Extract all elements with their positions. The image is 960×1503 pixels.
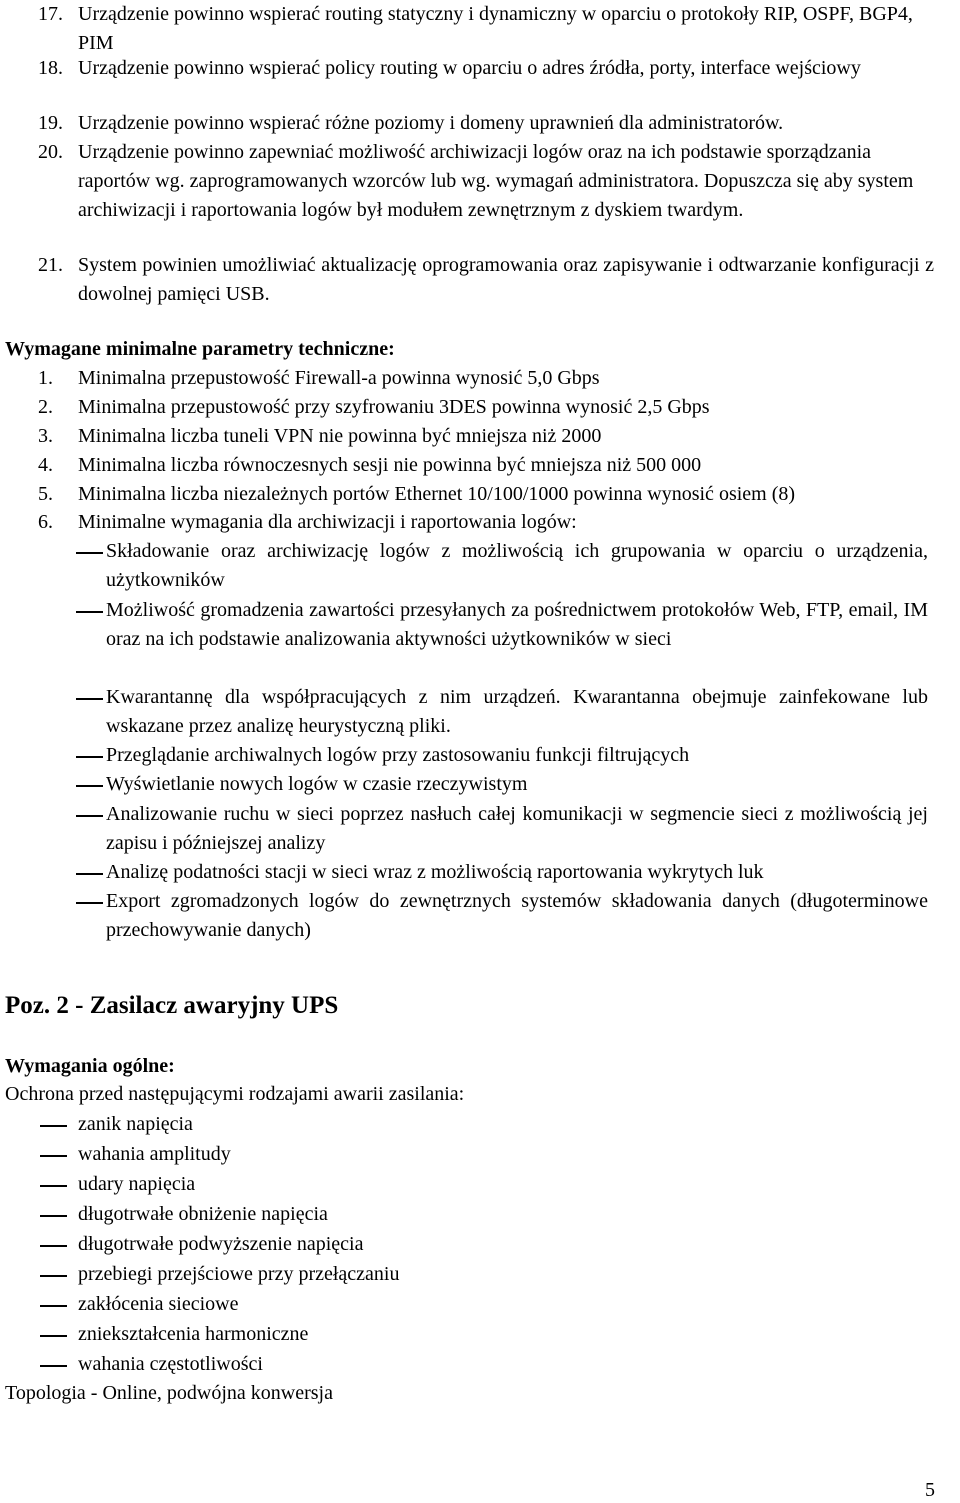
param-item-2 [38, 393, 938, 422]
log-requirement-item [38, 741, 928, 770]
topology-line: Topologia - Online, podwójna konwersja [5, 1382, 333, 1404]
failure-item [5, 1200, 705, 1229]
item-number: 20. [38, 141, 63, 163]
min-params-heading: Wymagane minimalne parametry techniczne: [5, 338, 395, 360]
item-number: 4. [38, 454, 53, 476]
item-number: 19. [38, 112, 63, 134]
item-text: Minimalna liczba równoczesnych sesji nie powinna być mniejsza niż 500 000 [78, 454, 702, 476]
bullet-text: Analizowanie ruchu w sieci poprzez nasłuch całej komunikacji w segmencie sieci z możliwością jej zapisu i późniejszej analizy [106, 803, 928, 854]
param-item-1 [38, 364, 938, 393]
bullet-text: Kwarantannę dla współpracujących z nim urządzeń. Kwarantanna obejmuje zainfekowane lub wskazane przez analizę heurystyczną pliki. [106, 686, 928, 737]
item-text: System powinien umożliwiać aktualizację oprogramowania oraz zapisywanie i odtwarzanie konfiguracji z dowolnej pamięci USB. [78, 254, 934, 305]
param-item-4 [38, 451, 938, 480]
log-requirement-item [38, 537, 928, 595]
bullet-text: wahania amplitudy [78, 1143, 231, 1165]
failure-item [5, 1320, 705, 1349]
item-number: 3. [38, 425, 53, 447]
log-requirement-item [38, 858, 928, 887]
list-item-18 [38, 54, 934, 83]
bullet-text: wahania częstotliwości [78, 1353, 263, 1375]
failure-item [5, 1110, 705, 1139]
param-item-6 [38, 508, 938, 537]
item-number: 17. [38, 3, 63, 25]
list-item-21 [38, 251, 934, 309]
item-text: Urządzenie powinno zapewniać możliwość archiwizacji logów oraz na ich podstawie sporządzania raportów wg. zaprogramowanych wzorców lub wg. wymagań administratora. Dopuszcza się aby system archiwizacji i raportowania logów był modułem zewnętrznym z dyskiem twardym. [78, 141, 914, 221]
bullet-text: Wyświetlanie nowych logów w czasie rzeczywistym [106, 773, 528, 795]
item-text: Minimalne wymagania dla archiwizacji i raportowania logów: [78, 511, 577, 533]
item-number: 18. [38, 57, 63, 79]
failure-item [5, 1260, 705, 1289]
log-requirement-item [38, 770, 928, 799]
bullet-text: Możliwość gromadzenia zawartości przesyłanych za pośrednictwem protokołów Web, FTP, email, IM oraz na ich podstawie analizowania aktywności użytkowników w sieci [106, 599, 928, 650]
bullet-text: Analizę podatności stacji w sieci wraz z możliwością raportowania wykrytych luk [106, 861, 764, 883]
item-number: 21. [38, 254, 63, 276]
item-text: Minimalna liczba tuneli VPN nie powinna być mniejsza niż 2000 [78, 425, 602, 447]
failure-item [5, 1140, 705, 1169]
item-text: Urządzenie powinno wspierać różne poziomy i domeny uprawnień dla administratorów. [78, 112, 784, 134]
item-number: 5. [38, 483, 53, 505]
item-number: 2. [38, 396, 53, 418]
log-requirement-item [38, 887, 928, 945]
param-item-3 [38, 422, 938, 451]
page-number: 5 [925, 1479, 935, 1501]
log-requirement-item [38, 596, 928, 654]
failure-item [5, 1350, 705, 1379]
log-requirement-item [38, 683, 928, 741]
bullet-text: udary napięcia [78, 1173, 196, 1195]
bullet-text: Przeglądanie archiwalnych logów przy zastosowaniu funkcji filtrujących [106, 744, 690, 766]
failure-item [5, 1170, 705, 1199]
general-requirements-heading: Wymagania ogólne: [5, 1055, 175, 1077]
failure-item [5, 1230, 705, 1259]
param-item-5 [38, 480, 938, 509]
item-text: Urządzenie powinno wspierać routing statyczny i dynamiczny w oparciu o protokoły RIP, OSPF, BGP4, PIM [78, 3, 913, 54]
item-text: Urządzenie powinno wspierać policy routing w oparciu o adres źródła, porty, interface wejściowy [78, 57, 861, 79]
bullet-text: Export zgromadzonych logów do zewnętrznych systemów składowania danych (długoterminowe przechowywanie danych) [106, 890, 928, 941]
log-requirement-item [38, 800, 928, 858]
item-text: Minimalna przepustowość Firewall-a powinna wynosić 5,0 Gbps [78, 367, 600, 389]
protection-intro: Ochrona przed następującymi rodzajami awarii zasilania: [5, 1083, 465, 1105]
item-number: 6. [38, 511, 53, 533]
list-item-19 [38, 109, 934, 138]
bullet-text: zanik napięcia [78, 1113, 193, 1135]
bullet-text: długotrwałe obniżenie napięcia [78, 1203, 328, 1225]
list-item-20 [38, 138, 934, 225]
bullet-text: zniekształcenia harmoniczne [78, 1323, 309, 1345]
section-title: Poz. 2 - Zasilacz awaryjny UPS [5, 992, 339, 1019]
item-text: Minimalna przepustowość przy szyfrowaniu 3DES powinna wynosić 2,5 Gbps [78, 396, 710, 418]
list-item-17 [38, 0, 934, 58]
item-text: Minimalna liczba niezależnych portów Ethernet 10/100/1000 powinna wynosić osiem (8) [78, 483, 796, 505]
failure-item [5, 1290, 705, 1319]
bullet-text: długotrwałe podwyższenie napięcia [78, 1233, 364, 1255]
bullet-text: przebiegi przejściowe przy przełączaniu [78, 1263, 400, 1285]
bullet-text: zakłócenia sieciowe [78, 1293, 239, 1315]
bullet-text: Składowanie oraz archiwizację logów z możliwością ich grupowania w oparciu o urządzenia, użytkowników [106, 540, 928, 591]
item-number: 1. [38, 367, 53, 389]
